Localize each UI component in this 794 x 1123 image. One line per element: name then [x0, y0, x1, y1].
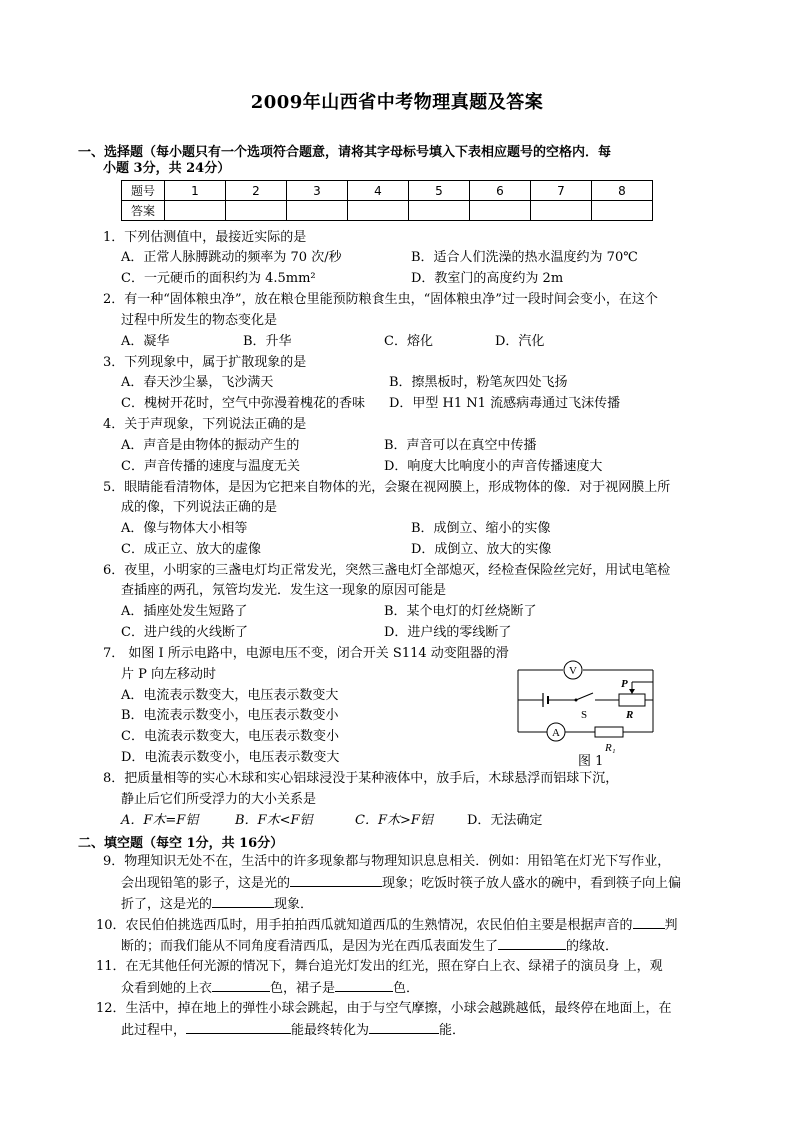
q4-option-c: C．声音传播的速度与温度无关	[121, 459, 300, 474]
q10-line-2-b: 的缘故．	[566, 939, 619, 954]
q7-stem-2: 片 P 向左移动时	[121, 667, 217, 682]
q3-stem: 3．下列现象中，属于扩散现象的是	[103, 355, 307, 370]
q7-option-c: C．电流表示数变大，电压表示数变小	[121, 729, 339, 744]
switch-label: S	[581, 709, 588, 721]
q12-line-2-a: 此过程中，	[121, 1023, 187, 1038]
q11-line-2-b: 色，裙子是	[270, 981, 336, 996]
q9-line-2	[121, 874, 681, 893]
q1-option-b: B．适合人们洗澡的热水温度约为 70℃	[411, 250, 638, 265]
q5-option-d: D．成倒立、放大的实像	[411, 542, 552, 557]
answer-cell[interactable]	[165, 201, 226, 221]
q5-option-b: B．成倒立、缩小的实像	[411, 521, 551, 536]
answer-table-answer-row	[122, 201, 653, 221]
q1-option-d: D．教室门的高度约为 2m	[411, 271, 564, 286]
q5-stem-2: 成的像，下列说法正确的是	[121, 500, 278, 515]
q7-option-b: B．电流表示数变小，电压表示数变小	[121, 708, 339, 723]
q8-option-b: B．F木<F铝	[235, 813, 313, 828]
q5-stem-1: 5．眼睛能看清物体，是因为它把来自物体的光，会聚在视网膜上，形成物体的像．对于视网膜上所	[103, 480, 671, 495]
q9-blank-1[interactable]	[290, 874, 382, 887]
q11-line-2-a: 众看到她的上衣	[121, 981, 213, 996]
q10-blank-2[interactable]	[498, 937, 566, 950]
q3-option-a: A．春天沙尘暴，飞沙满天	[121, 375, 274, 390]
q9-line-1: 9．物理知识无处不在，生活中的许多现象都与物理知识息息相关．例如：用铅笔在灯光下写作业，	[103, 854, 671, 869]
circuit-figure	[515, 660, 660, 760]
q5-option-a: A．像与物体大小相等	[121, 521, 248, 536]
q1-option-c: C．一元硬币的面积约为 4.5mm²	[121, 271, 316, 286]
switch-icon	[576, 693, 593, 700]
q6-stem-1: 6．夜里，小明家的三盏电灯均正常发光，突然三盏电灯全部熄灭，经检查保险丝完好，用试电笔检	[103, 563, 671, 578]
q12-line-2-c: 能．	[439, 1023, 466, 1038]
q8-option-c: C．F木>F铝	[355, 813, 433, 828]
q8-stem-1: 8．把质量相等的实心木球和实心铝球浸没于某种液体中，放手后，木球悬浮而铝球下沉，	[103, 771, 619, 786]
q8-option-a: A．F木=F铝	[121, 813, 199, 828]
q9-line-2-a: 会出现铅笔的影子，这是光的	[121, 876, 291, 891]
answer-cell[interactable]	[287, 201, 348, 221]
q2-option-c: C．熔化	[384, 334, 433, 349]
answer-table-number: 7	[531, 181, 592, 201]
answer-table	[121, 180, 653, 221]
q4-option-b: B．声音可以在真空中传播	[384, 438, 537, 453]
q2-option-b: B．升华	[243, 334, 292, 349]
q7-option-d: D．电流表示数变小，电压表示数变大	[121, 750, 340, 765]
page-title: 2009年山西省中考物理真题及答案	[250, 92, 544, 113]
resistor-label: R₁	[605, 742, 616, 754]
q9-line-3	[121, 895, 313, 914]
q10-line-2	[121, 937, 618, 956]
q7-option-a: A．电流表示数变大，电压表示数变大	[121, 688, 339, 703]
q6-option-d: D．进户线的零线断了	[384, 625, 512, 640]
voltmeter-label: V	[569, 665, 577, 677]
q2-option-a: A．凝华	[121, 334, 170, 349]
q10-line-1-b: 判	[664, 918, 678, 933]
q1-stem: 1．下列估测值中，最接近实际的是	[103, 230, 307, 245]
q3-option-b: B．擦黑板时，粉笔灰四处飞扬	[389, 375, 568, 390]
answer-table-number: 5	[409, 181, 470, 201]
q10-line-1	[96, 916, 678, 935]
q3-option-c: C．槐树开花时，空气中弥漫着槐花的香味	[121, 396, 365, 411]
answer-cell[interactable]	[409, 201, 470, 221]
ammeter-label: A	[552, 727, 560, 739]
q11-line-2-c: 色．	[393, 981, 420, 996]
q6-option-b: B．某个电灯的灯丝烧断了	[384, 604, 537, 619]
q6-option-a: A．插座处发生短路了	[121, 604, 248, 619]
answer-cell[interactable]	[592, 201, 653, 221]
q4-option-d: D．响度大比响度小的声音传播速度大	[384, 459, 603, 474]
q7-stem-1: 7． 如图 I 所示电路中，电源电压不变，闭合开关 S114 动变阻器的滑	[103, 646, 509, 661]
q12-blank-2[interactable]	[369, 1021, 439, 1034]
section1-heading-cont: 小题 3分，共 24分）	[103, 161, 231, 176]
answer-cell[interactable]	[470, 201, 531, 221]
answer-table-number: 2	[226, 181, 287, 201]
q2-option-d: D．汽化	[495, 334, 545, 349]
q11-line-1: 11．在无其他任何光源的情况下，舞台追光灯发出的红光，照在穿白上衣、绿裙子的演员身 上，观	[96, 959, 663, 974]
q4-option-a: A．声音是由物体的振动产生的	[121, 438, 300, 453]
q4-stem: 4．关于声现象，下列说法正确的是	[103, 417, 307, 432]
answer-table-number: 1	[165, 181, 226, 201]
rheostat-icon	[619, 694, 645, 706]
answer-table-number: 8	[592, 181, 653, 201]
q2-stem-2: 过程中所发生的物态变化是	[121, 313, 278, 328]
q10-blank-1[interactable]	[633, 916, 665, 929]
resistor-icon	[595, 727, 623, 737]
q11-line-2	[121, 979, 419, 998]
q12-line-2	[121, 1021, 465, 1040]
slider-label: P	[621, 678, 628, 690]
q12-blank-1[interactable]	[186, 1021, 291, 1034]
answer-table-row1-label: 题号	[122, 181, 165, 201]
section2-heading: 二、填空题（每空 1分，共 16分）	[78, 836, 284, 851]
q11-blank-1[interactable]	[212, 979, 270, 992]
q9-line-3-a: 折了，这是光的	[121, 897, 213, 912]
q12-line-2-b: 能最终转化为	[291, 1023, 370, 1038]
answer-table-number: 4	[348, 181, 409, 201]
q2-stem-1: 2．有一种“固体粮虫净”，放在粮仓里能预防粮食生虫，“固体粮虫净”过一段时间会变小，在这个	[103, 292, 658, 307]
answer-cell[interactable]	[226, 201, 287, 221]
answer-table-number: 6	[470, 181, 531, 201]
q6-option-c: C．进户线的火线断了	[121, 625, 248, 640]
q10-line-1-a: 10．农民伯伯挑选西瓜时，用手拍拍西瓜就知道西瓜的生熟情况，农民伯伯主要是根据声音的	[96, 918, 633, 933]
answer-table-row2-label: 答案	[122, 201, 165, 221]
q11-blank-2[interactable]	[335, 979, 393, 992]
q9-line-3-b: 现象．	[274, 897, 314, 912]
figure-caption: 图 1	[578, 754, 604, 769]
q9-blank-2[interactable]	[212, 895, 274, 908]
q1-option-a: A．正常人脉膊跳动的频率为 70 次/秒	[121, 250, 342, 265]
answer-table-number: 3	[287, 181, 348, 201]
rheostat-label: R	[626, 709, 634, 721]
q9-line-2-b: 现象；吃饭时筷子放人盛水的碗中，看到筷子向上偏	[382, 876, 682, 891]
answer-cell[interactable]	[531, 201, 592, 221]
q8-option-d: D．无法确定	[467, 813, 543, 828]
slider-arrow-icon	[629, 689, 635, 694]
q5-option-c: C．成正立、放大的虚像	[121, 542, 261, 557]
section1-heading: 一、选择题（每小题只有一个选项符合题意，请将其字母标号填入下表相应题号的空格内．每	[78, 145, 612, 160]
q8-stem-2: 静止后它们所受浮力的大小关系是	[121, 792, 317, 807]
answer-table-header-row	[122, 181, 653, 201]
answer-cell[interactable]	[348, 201, 409, 221]
q3-option-d: D．甲型 H1 N1 流感病毒通过飞沫传播	[389, 396, 621, 411]
q12-line-1: 12．生活中，掉在地上的弹性小球会跳起，由于与空气摩擦，小球会越跳越低，最终停在地面上，在	[96, 1001, 672, 1016]
q6-stem-2: 查插座的两孔，氖管均发光．发生这一现象的原因可能是	[121, 583, 447, 598]
q10-line-2-a: 断的；而我们能从不同角度看清西瓜，是因为光在西瓜表面发生了	[121, 939, 499, 954]
